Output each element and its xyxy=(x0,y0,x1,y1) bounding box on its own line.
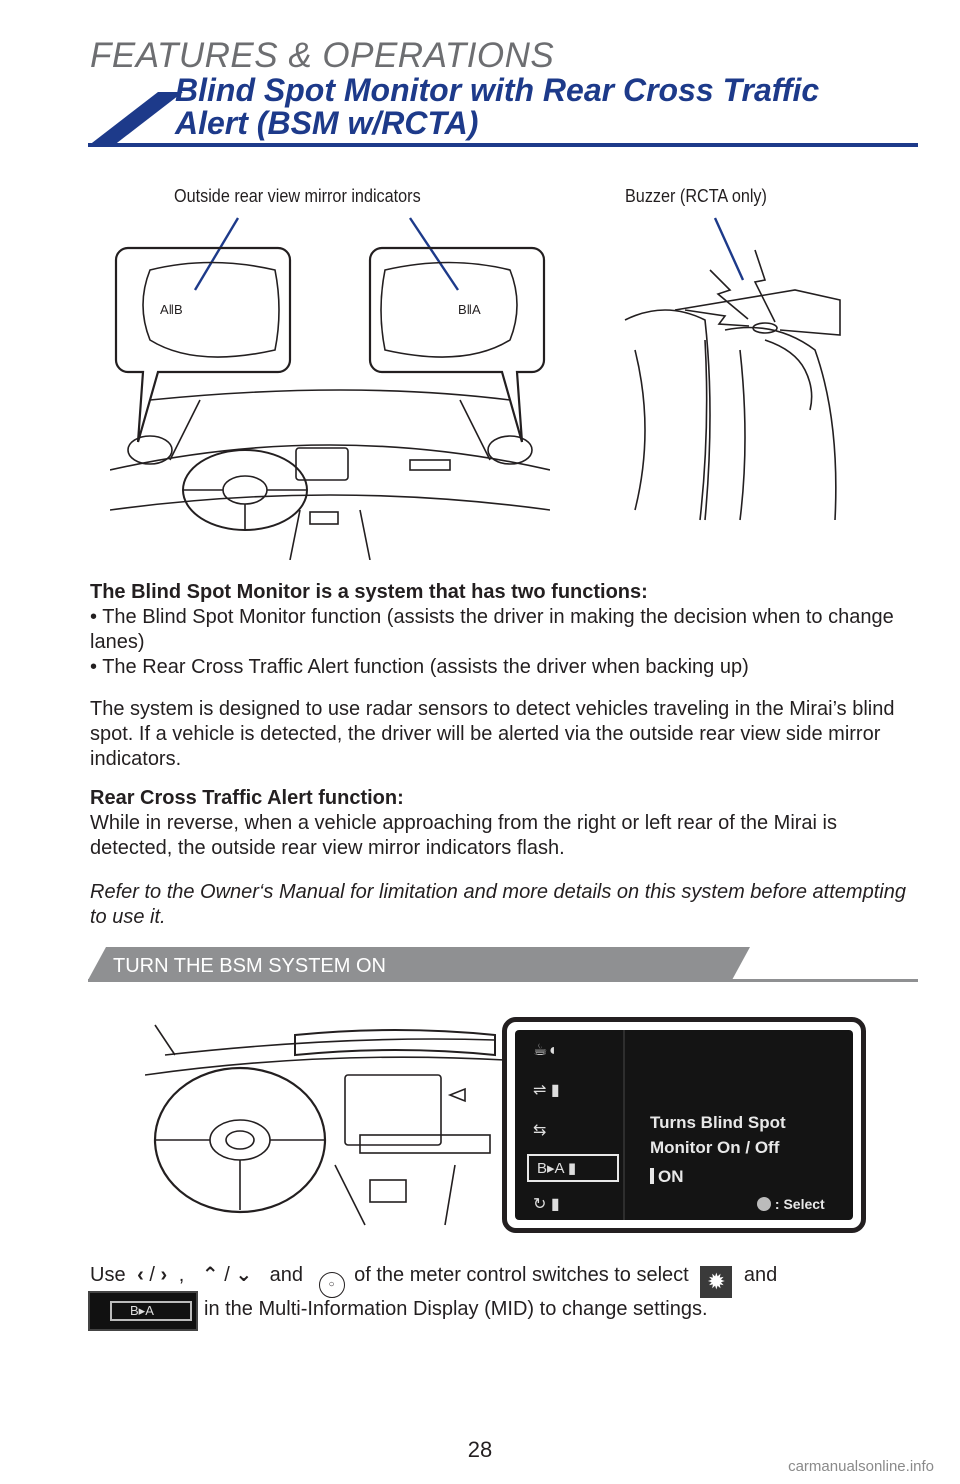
mid-inset xyxy=(502,1017,866,1233)
page-title xyxy=(175,74,819,140)
instructions-line-2: in the Multi-Information Display (MID) to change settings. xyxy=(204,1298,708,1320)
separator-2: / xyxy=(224,1264,230,1286)
banner-label: TURN THE BSM SYSTEM ON xyxy=(113,955,386,977)
mid-menu-item-bsm-selected[interactable]: B▸A ▮ xyxy=(527,1154,619,1182)
ok-button-icon: ○ xyxy=(319,1272,345,1298)
page-number: 28 xyxy=(467,1437,493,1462)
use-text: Use xyxy=(90,1264,126,1286)
mid-menu-item-3: ⇆ xyxy=(533,1122,547,1139)
intro-heading: The Blind Spot Monitor is a system that has two functions: xyxy=(90,581,648,603)
callout-mirror-indicators: Outside rear view mirror indicators xyxy=(174,186,421,206)
rcta-block xyxy=(90,786,920,861)
mid-select-hint: : Select xyxy=(757,1196,825,1212)
mid-menu-item-1: ☕◖ xyxy=(533,1042,558,1059)
of-meter-text: of the meter control switches to select xyxy=(354,1264,689,1286)
comma: , xyxy=(178,1264,185,1286)
system-paragraph: The system is designed to use radar sensors to detect vehicles traveling in the Mirai’s blind spot. If a vehicle is detected, the driver will be alerted via the outside rear view side mirror indicators. xyxy=(90,698,895,770)
mid-screen xyxy=(515,1030,853,1220)
and-text-1: and xyxy=(269,1264,304,1286)
meter-dashboard-illustration xyxy=(145,1015,505,1230)
bullet-rcta: • The Rear Cross Traffic Alert function (assists the driver when backing up) xyxy=(90,656,749,678)
callout-buzzer: Buzzer (RCTA only) xyxy=(625,186,767,206)
chevron-down-icon: ⌄ xyxy=(235,1264,253,1286)
settings-gear-icon: ✹ xyxy=(700,1266,732,1298)
rcta-heading: Rear Cross Traffic Alert function: xyxy=(90,787,404,809)
title-line-2: Alert (BSM w/RCTA) xyxy=(175,105,479,141)
rcta-paragraph: While in reverse, when a vehicle approaching from the right or left rear of the Mirai is detected, the outside rear view mirror indicators flash. xyxy=(90,812,838,859)
mid-menu-column xyxy=(523,1030,625,1220)
intro-block xyxy=(90,580,920,680)
title-line-1: Blind Spot Monitor with Rear Cross Traffic xyxy=(175,72,820,108)
mid-menu-item-2: ⇌ ▮ xyxy=(533,1082,560,1099)
watermark: carmanualsonline.info xyxy=(788,1458,934,1475)
mid-status: ON xyxy=(650,1164,786,1189)
section-label: FEATURES & OPERATIONS xyxy=(90,36,555,75)
mid-line-1: Turns Blind Spot xyxy=(650,1113,786,1132)
rear-seat-buzzer-illustration xyxy=(615,210,845,525)
chevron-left-icon: ‹ xyxy=(137,1264,144,1286)
mid-menu-item-5: ↻ ▮ xyxy=(533,1196,560,1213)
svg-text:A‖B: A‖B xyxy=(160,302,183,317)
bsm-menu-item-icon: B▸A xyxy=(88,1291,198,1331)
chevron-up-icon: ⌃ xyxy=(201,1264,219,1286)
and-text-2: and xyxy=(743,1264,778,1286)
dashboard-mirror-illustration xyxy=(110,210,550,560)
note-text: Refer to the Owner‘s Manual for limitation and more details on this system before attempting to use it. xyxy=(90,881,906,928)
mid-description xyxy=(650,1110,786,1189)
bullet-bsm: • The Blind Spot Monitor function (assists the driver in making the decision when to change lanes) xyxy=(90,606,894,653)
mid-line-2: Monitor On / Off xyxy=(650,1138,780,1157)
svg-text:B‖A: B‖A xyxy=(458,302,481,317)
system-description xyxy=(90,697,920,772)
separator-1: / xyxy=(149,1264,155,1286)
owner-manual-note xyxy=(90,880,920,930)
chevron-right-icon: › xyxy=(160,1264,168,1286)
